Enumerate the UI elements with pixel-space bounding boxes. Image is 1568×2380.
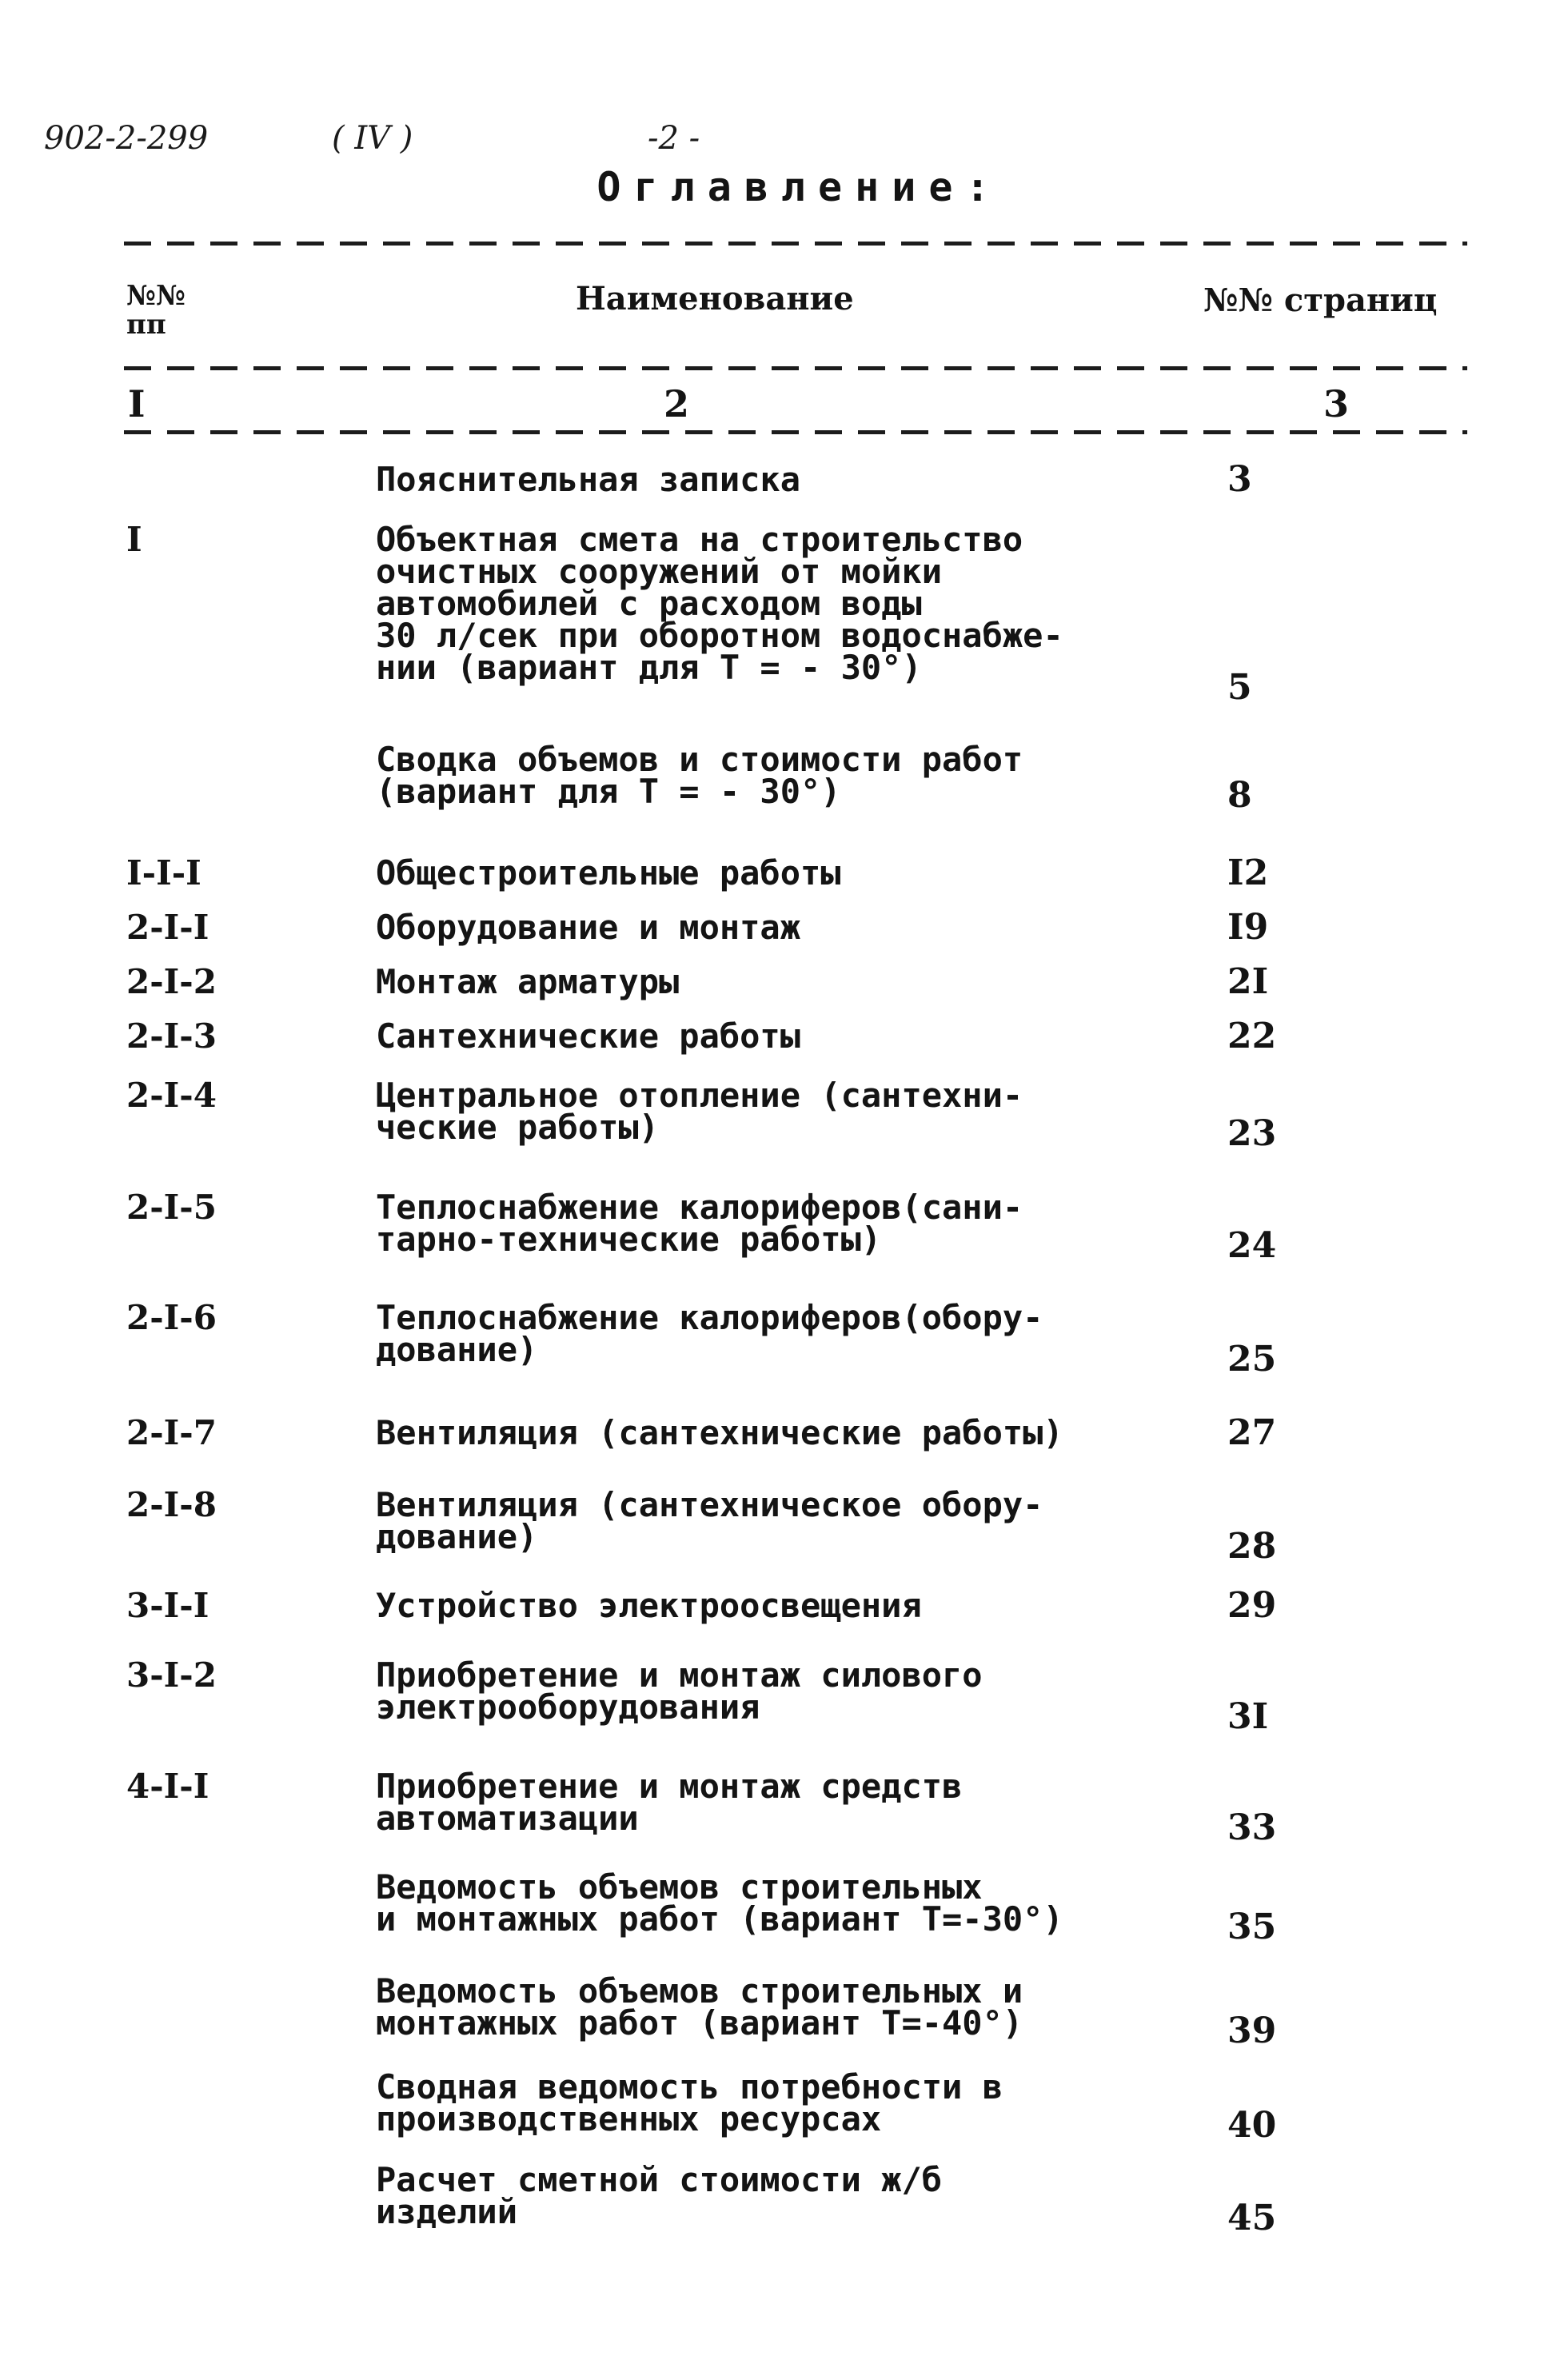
entry-name: Монтаж арматуры <box>376 962 680 1001</box>
entry-page: 8 <box>1227 775 1252 816</box>
entry-page: 2I <box>1227 961 1269 1002</box>
entry-code: 2-I-8 <box>126 1485 217 1524</box>
entry-code: 2-I-5 <box>126 1188 217 1227</box>
entry-page: 28 <box>1227 1526 1277 1567</box>
entry-name: Ведомость объемов строительных и монтажных работ (вариант T=-30°) <box>376 1867 1063 1939</box>
entry-page: 24 <box>1227 1225 1277 1266</box>
entry-page: 22 <box>1227 1016 1277 1056</box>
entry-page: 23 <box>1227 1113 1277 1154</box>
entry-page: 45 <box>1227 2198 1277 2238</box>
entry-page: 27 <box>1227 1412 1277 1453</box>
column-number-2: 2 <box>664 382 690 425</box>
entry-page: 3 <box>1227 459 1252 500</box>
entry-code: 2-I-7 <box>126 1413 217 1452</box>
entry-page: 5 <box>1227 667 1252 708</box>
entry-name: Приобретение и монтаж силового электрооборудования <box>376 1655 983 1727</box>
entry-name: Общестроительные работы <box>376 853 841 892</box>
entry-name: Сантехнические работы <box>376 1016 801 1056</box>
column-header-number: №№ пп <box>126 280 186 341</box>
entry-code: 2-I-4 <box>126 1076 217 1115</box>
entry-code: I-I-I <box>126 853 201 892</box>
entry-name: Объектная смета на строительство очистных сооружений от мойки автомобилей с расходом воды 30 л/сек при оборотном водоснабже- нии (вариант для T = - 30°) <box>376 520 1063 687</box>
entry-name: Пояснительная записка <box>376 460 801 499</box>
entry-page: 39 <box>1227 2011 1277 2051</box>
column-header-pages: №№ страниц <box>1203 282 1438 319</box>
entry-name: Сводная ведомость потребности в производственных ресурсах <box>376 2067 1003 2138</box>
entry-name: Устройство электроосвещения <box>376 1586 922 1625</box>
entry-page: 3I <box>1227 1696 1269 1737</box>
page-title: Оглавление: <box>596 164 1003 210</box>
entry-code: 2-I-3 <box>126 1016 217 1056</box>
entry-name: Центральное отопление (сантехни- ческие работы) <box>376 1076 1023 1147</box>
entry-name: Сводка объемов и стоимости работ (вариант для T = - 30°) <box>376 740 1023 811</box>
page-number: -2 - <box>648 120 700 157</box>
column-header-name: Наименование <box>576 280 854 317</box>
entry-page: I2 <box>1227 853 1269 893</box>
header-top-rule <box>124 242 1467 246</box>
entry-code: 3-I-I <box>126 1586 209 1625</box>
entry-name: Вентиляция (сантехническое обору- дование) <box>376 1485 1043 1556</box>
entry-code: 2-I-6 <box>126 1298 217 1337</box>
entry-code: 4-I-I <box>126 1767 209 1806</box>
entry-page: 29 <box>1227 1585 1277 1626</box>
column-number-1: I <box>128 382 146 425</box>
entry-name: Оборудование и монтаж <box>376 908 801 947</box>
entry-name: Ведомость объемов строительных и монтажных работ (вариант T=-40°) <box>376 1971 1023 2043</box>
entry-page: 33 <box>1227 1807 1277 1848</box>
entry-page: I9 <box>1227 907 1269 948</box>
column-number-3: 3 <box>1323 382 1350 425</box>
entry-page: 35 <box>1227 1907 1277 1947</box>
entry-name: Теплоснабжение калориферов(обору- дование) <box>376 1298 1043 1369</box>
entry-code: 2-I-2 <box>126 962 217 1001</box>
entry-name: Теплоснабжение калориферов(сани- тарно-технические работы) <box>376 1188 1023 1259</box>
entry-name: Расчет сметной стоимости ж/б изделий <box>376 2160 943 2231</box>
header-middle-rule <box>124 366 1467 370</box>
entry-page: 40 <box>1227 2105 1277 2146</box>
entry-code: I <box>126 520 142 559</box>
entry-name: Вентиляция (сантехнические работы) <box>376 1413 1063 1452</box>
entry-page: 25 <box>1227 1339 1277 1380</box>
entry-code: 3-I-2 <box>126 1655 217 1695</box>
entry-name: Приобретение и монтаж средств автоматизации <box>376 1767 963 1838</box>
entry-code: 2-I-I <box>126 908 209 947</box>
header-bottom-rule <box>124 430 1467 434</box>
document-code: 902-2-299 <box>44 120 209 157</box>
volume-label: ( IV ) <box>332 120 413 157</box>
